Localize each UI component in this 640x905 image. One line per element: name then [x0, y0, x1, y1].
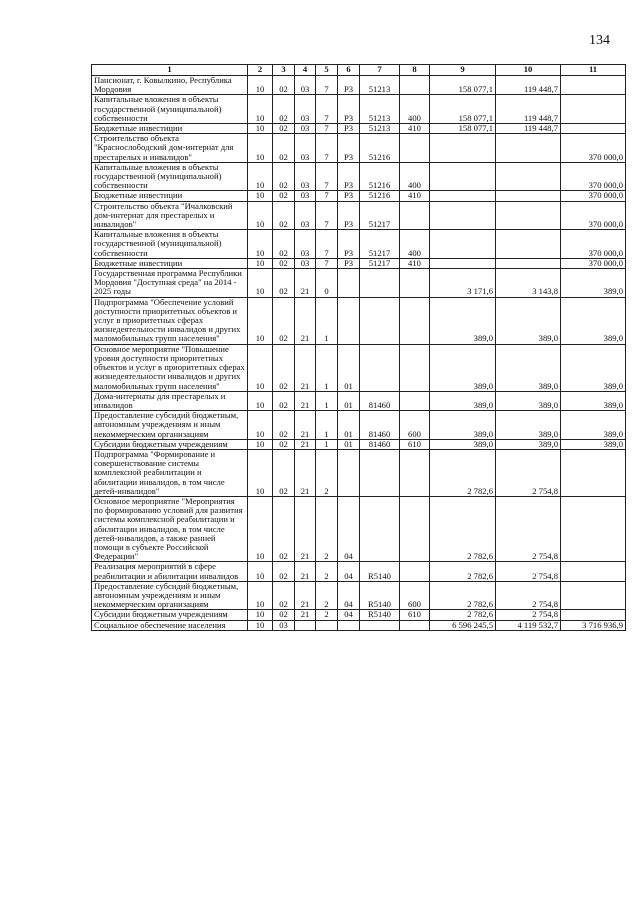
amount-col9-cell: 389,0 [430, 344, 496, 391]
expense-type-cell: 610 [400, 439, 430, 449]
activity-code-cell [338, 449, 360, 496]
subsection-code-cell: 02 [273, 76, 295, 95]
amount-col10-cell: 389,0 [496, 297, 561, 344]
subsection-code-cell: 02 [273, 496, 295, 561]
activity-code-cell: Р3 [338, 134, 360, 163]
direction-code-cell: 51216 [360, 162, 400, 191]
subprogram-code-cell: 7 [316, 124, 338, 134]
amount-col10-cell: 2 754,8 [496, 562, 561, 581]
section-code-cell: 10 [248, 269, 273, 298]
amount-col10-cell: 389,0 [496, 439, 561, 449]
section-code-cell: 10 [248, 134, 273, 163]
amount-col9-cell: 2 782,6 [430, 496, 496, 561]
amount-col9-cell: 3 171,6 [430, 269, 496, 298]
row-name-cell: Пансионат, г. Ковылкино, Республика Мордовия [92, 76, 248, 95]
section-code-cell: 10 [248, 297, 273, 344]
row-name-cell: Дома-интернаты для престарелых и инвалидов [92, 391, 248, 410]
amount-col11-cell: 389,0 [561, 411, 626, 440]
program-code-cell: 21 [295, 411, 316, 440]
program-code-cell: 21 [295, 562, 316, 581]
program-code-cell: 03 [295, 230, 316, 259]
direction-code-cell: 81460 [360, 439, 400, 449]
program-code-cell: 21 [295, 391, 316, 410]
amount-col10-cell: 389,0 [496, 344, 561, 391]
subsection-code-cell: 02 [273, 411, 295, 440]
program-code-cell: 03 [295, 95, 316, 124]
amount-col9-cell: 158 077,1 [430, 95, 496, 124]
expense-type-cell [400, 201, 430, 230]
expense-type-cell [400, 562, 430, 581]
row-name-cell: Бюджетные инвестиции [92, 258, 248, 268]
column-header: 11 [561, 65, 626, 76]
table-row [92, 496, 626, 561]
direction-code-cell: R5140 [360, 610, 400, 620]
amount-col11-cell: 389,0 [561, 297, 626, 344]
activity-code-cell: Р3 [338, 124, 360, 134]
amount-col9-cell [430, 230, 496, 259]
section-code-cell: 10 [248, 230, 273, 259]
amount-col9-cell: 389,0 [430, 391, 496, 410]
table-row [92, 439, 626, 449]
amount-col11-cell [561, 95, 626, 124]
activity-code-cell [338, 620, 360, 630]
amount-col9-cell: 2 782,6 [430, 610, 496, 620]
expense-type-cell: 600 [400, 411, 430, 440]
amount-col9-cell: 389,0 [430, 411, 496, 440]
section-code-cell: 10 [248, 191, 273, 201]
table-row [92, 610, 626, 620]
column-header: 1 [92, 65, 248, 76]
amount-col9-cell [430, 134, 496, 163]
amount-col10-cell: 2 754,8 [496, 496, 561, 561]
activity-code-cell: 01 [338, 439, 360, 449]
budget-table [91, 64, 626, 631]
row-name-cell: Строительство объекта "Краснослободский дом-интернат для престарелых и инвалидов" [92, 134, 248, 163]
program-code-cell: 21 [295, 344, 316, 391]
section-code-cell: 10 [248, 581, 273, 610]
table-header-row [92, 65, 626, 76]
subsection-code-cell: 02 [273, 449, 295, 496]
direction-code-cell: 51213 [360, 95, 400, 124]
section-code-cell: 10 [248, 449, 273, 496]
amount-col11-cell: 389,0 [561, 269, 626, 298]
subsection-code-cell: 02 [273, 581, 295, 610]
table-row [92, 230, 626, 259]
amount-col11-cell: 3 716 936,9 [561, 620, 626, 630]
direction-code-cell: 51217 [360, 230, 400, 259]
program-code-cell: 03 [295, 124, 316, 134]
amount-col10-cell [496, 230, 561, 259]
column-header: 5 [316, 65, 338, 76]
table-row [92, 162, 626, 191]
section-code-cell: 10 [248, 496, 273, 561]
section-code-cell: 10 [248, 201, 273, 230]
amount-col11-cell: 370 000,0 [561, 162, 626, 191]
amount-col10-cell: 2 754,8 [496, 449, 561, 496]
table-row [92, 191, 626, 201]
amount-col11-cell: 389,0 [561, 391, 626, 410]
subsection-code-cell: 02 [273, 391, 295, 410]
subprogram-code-cell: 7 [316, 191, 338, 201]
row-name-cell: Субсидии бюджетным учреждениям [92, 439, 248, 449]
amount-col11-cell [561, 76, 626, 95]
direction-code-cell [360, 449, 400, 496]
activity-code-cell [338, 269, 360, 298]
program-code-cell: 21 [295, 439, 316, 449]
row-name-cell: Предоставление субсидий бюджетным, автономным учреждениям и иным некоммерческим организациям [92, 581, 248, 610]
subprogram-code-cell: 7 [316, 230, 338, 259]
expense-type-cell: 410 [400, 258, 430, 268]
amount-col10-cell [496, 258, 561, 268]
direction-code-cell: 51216 [360, 134, 400, 163]
amount-col11-cell: 370 000,0 [561, 258, 626, 268]
amount-col9-cell: 2 782,6 [430, 449, 496, 496]
amount-col10-cell [496, 191, 561, 201]
amount-col11-cell [561, 581, 626, 610]
direction-code-cell [360, 620, 400, 630]
table-row [92, 95, 626, 124]
direction-code-cell: 51213 [360, 76, 400, 95]
row-name-cell: Капитальные вложения в объекты государственной (муниципальной) собственности [92, 95, 248, 124]
subprogram-code-cell: 7 [316, 134, 338, 163]
subsection-code-cell: 02 [273, 230, 295, 259]
section-code-cell: 10 [248, 124, 273, 134]
subprogram-code-cell: 0 [316, 269, 338, 298]
subsection-code-cell: 02 [273, 258, 295, 268]
subsection-code-cell: 02 [273, 191, 295, 201]
subprogram-code-cell [316, 620, 338, 630]
section-code-cell: 10 [248, 439, 273, 449]
amount-col11-cell: 370 000,0 [561, 134, 626, 163]
expense-type-cell: 610 [400, 610, 430, 620]
activity-code-cell: 01 [338, 411, 360, 440]
amount-col10-cell [496, 201, 561, 230]
row-name-cell: Реализация мероприятий в сфере реабилитации и абилитации инвалидов [92, 562, 248, 581]
direction-code-cell: 81460 [360, 391, 400, 410]
section-code-cell: 10 [248, 411, 273, 440]
row-name-cell: Бюджетные инвестиции [92, 191, 248, 201]
table-row [92, 449, 626, 496]
subprogram-code-cell: 1 [316, 344, 338, 391]
amount-col10-cell: 119 448,7 [496, 76, 561, 95]
row-name-cell: Подпрограмма "Формирование и совершенствование системы комплексной реабилитации и абилитации инвалидов, в том числе детей-инвалидов" [92, 449, 248, 496]
subprogram-code-cell: 1 [316, 439, 338, 449]
table-row [92, 620, 626, 630]
expense-type-cell [400, 391, 430, 410]
program-code-cell: 21 [295, 297, 316, 344]
subprogram-code-cell: 2 [316, 496, 338, 561]
amount-col9-cell [430, 258, 496, 268]
expense-type-cell [400, 297, 430, 344]
table-row [92, 269, 626, 298]
row-name-cell: Государственная программа Республики Мордовия "Доступная среда" на 2014 - 2025 годы [92, 269, 248, 298]
column-header: 7 [360, 65, 400, 76]
amount-col10-cell: 2 754,8 [496, 610, 561, 620]
amount-col11-cell [561, 449, 626, 496]
row-name-cell: Капитальные вложения в объекты государственной (муниципальной) собственности [92, 162, 248, 191]
amount-col10-cell [496, 134, 561, 163]
subsection-code-cell: 02 [273, 124, 295, 134]
program-code-cell: 03 [295, 134, 316, 163]
expense-type-cell: 400 [400, 95, 430, 124]
section-code-cell: 10 [248, 610, 273, 620]
amount-col10-cell [496, 162, 561, 191]
program-code-cell: 21 [295, 581, 316, 610]
column-header: 2 [248, 65, 273, 76]
row-name-cell: Бюджетные инвестиции [92, 124, 248, 134]
subsection-code-cell: 03 [273, 620, 295, 630]
program-code-cell: 03 [295, 258, 316, 268]
amount-col11-cell: 389,0 [561, 344, 626, 391]
subsection-code-cell: 02 [273, 134, 295, 163]
amount-col9-cell: 6 596 245,5 [430, 620, 496, 630]
amount-col11-cell: 370 000,0 [561, 230, 626, 259]
table-row [92, 258, 626, 268]
subprogram-code-cell: 1 [316, 297, 338, 344]
expense-type-cell: 400 [400, 162, 430, 191]
activity-code-cell: Р3 [338, 162, 360, 191]
subprogram-code-cell: 2 [316, 581, 338, 610]
amount-col9-cell: 2 782,6 [430, 581, 496, 610]
table-row [92, 76, 626, 95]
amount-col10-cell: 389,0 [496, 411, 561, 440]
row-name-cell: Подпрограмма "Обеспечение условий доступности приоритетных объектов и услуг в приоритетных сферах жизнедеятельности инвалидов и других маломобильных групп населения" [92, 297, 248, 344]
table-row [92, 391, 626, 410]
expense-type-cell: 410 [400, 124, 430, 134]
activity-code-cell: 04 [338, 610, 360, 620]
amount-col10-cell: 3 143,8 [496, 269, 561, 298]
subprogram-code-cell: 1 [316, 391, 338, 410]
subsection-code-cell: 02 [273, 162, 295, 191]
activity-code-cell [338, 297, 360, 344]
amount-col11-cell: 370 000,0 [561, 191, 626, 201]
direction-code-cell: 51213 [360, 124, 400, 134]
column-header: 9 [430, 65, 496, 76]
subprogram-code-cell: 7 [316, 258, 338, 268]
subprogram-code-cell: 2 [316, 449, 338, 496]
table-row [92, 581, 626, 610]
amount-col11-cell [561, 562, 626, 581]
column-header: 8 [400, 65, 430, 76]
expense-type-cell: 410 [400, 191, 430, 201]
activity-code-cell: 01 [338, 344, 360, 391]
section-code-cell: 10 [248, 258, 273, 268]
section-code-cell: 10 [248, 95, 273, 124]
amount-col10-cell: 389,0 [496, 391, 561, 410]
table-row [92, 124, 626, 134]
row-name-cell: Субсидии бюджетным учреждениям [92, 610, 248, 620]
direction-code-cell: 51217 [360, 258, 400, 268]
program-code-cell: 03 [295, 76, 316, 95]
row-name-cell: Социальное обеспечение населения [92, 620, 248, 630]
table-row [92, 344, 626, 391]
subprogram-code-cell: 7 [316, 95, 338, 124]
activity-code-cell: 01 [338, 391, 360, 410]
row-name-cell: Основное мероприятие "Мероприятия по формированию условий для развития системы комплексной реабилитации и абилитации инвалидов, в том числе детей-инвалидов, а также ранней помощи в субъекте Российской Федерации" [92, 496, 248, 561]
subprogram-code-cell: 1 [316, 411, 338, 440]
direction-code-cell [360, 344, 400, 391]
table-row [92, 562, 626, 581]
subprogram-code-cell: 2 [316, 562, 338, 581]
amount-col9-cell: 158 077,1 [430, 124, 496, 134]
amount-col9-cell [430, 162, 496, 191]
activity-code-cell: 04 [338, 581, 360, 610]
amount-col9-cell [430, 201, 496, 230]
section-code-cell: 10 [248, 620, 273, 630]
amount-col11-cell [561, 610, 626, 620]
activity-code-cell: Р3 [338, 76, 360, 95]
column-header: 6 [338, 65, 360, 76]
amount-col9-cell: 158 077,1 [430, 76, 496, 95]
subprogram-code-cell: 7 [316, 201, 338, 230]
program-code-cell: 21 [295, 496, 316, 561]
program-code-cell: 03 [295, 201, 316, 230]
activity-code-cell: Р3 [338, 95, 360, 124]
activity-code-cell: Р3 [338, 230, 360, 259]
table-body [92, 76, 626, 631]
subsection-code-cell: 02 [273, 269, 295, 298]
subprogram-code-cell: 7 [316, 76, 338, 95]
row-name-cell: Основное мероприятие "Повышение уровня доступности приоритетных объектов и услуг в приоритетных сферах жизнедеятельности инвалидов и других маломобильных групп населения" [92, 344, 248, 391]
amount-col11-cell: 370 000,0 [561, 201, 626, 230]
expense-type-cell: 400 [400, 230, 430, 259]
row-name-cell: Предоставление субсидий бюджетным, автономным учреждениям и иным некоммерческим организациям [92, 411, 248, 440]
table-row [92, 411, 626, 440]
subsection-code-cell: 02 [273, 201, 295, 230]
expense-type-cell [400, 620, 430, 630]
activity-code-cell: Р3 [338, 258, 360, 268]
amount-col10-cell: 119 448,7 [496, 95, 561, 124]
expense-type-cell [400, 449, 430, 496]
subsection-code-cell: 02 [273, 95, 295, 124]
section-code-cell: 10 [248, 344, 273, 391]
direction-code-cell [360, 496, 400, 561]
direction-code-cell: 81460 [360, 411, 400, 440]
subsection-code-cell: 02 [273, 439, 295, 449]
expense-type-cell [400, 134, 430, 163]
amount-col9-cell [430, 191, 496, 201]
expense-type-cell [400, 76, 430, 95]
subprogram-code-cell: 2 [316, 610, 338, 620]
column-header: 3 [273, 65, 295, 76]
table-row [92, 201, 626, 230]
page-number: 134 [589, 33, 610, 48]
table-row [92, 297, 626, 344]
direction-code-cell: R5140 [360, 581, 400, 610]
row-name-cell: Капитальные вложения в объекты государственной (муниципальной) собственности [92, 230, 248, 259]
amount-col11-cell: 389,0 [561, 439, 626, 449]
activity-code-cell: Р3 [338, 191, 360, 201]
program-code-cell: 03 [295, 162, 316, 191]
activity-code-cell: 04 [338, 562, 360, 581]
activity-code-cell: Р3 [338, 201, 360, 230]
section-code-cell: 10 [248, 162, 273, 191]
program-code-cell: 03 [295, 191, 316, 201]
amount-col9-cell: 389,0 [430, 439, 496, 449]
subsection-code-cell: 02 [273, 344, 295, 391]
expense-type-cell: 600 [400, 581, 430, 610]
subsection-code-cell: 02 [273, 610, 295, 620]
amount-col9-cell: 2 782,6 [430, 562, 496, 581]
expense-type-cell [400, 344, 430, 391]
direction-code-cell [360, 269, 400, 298]
direction-code-cell: 51217 [360, 201, 400, 230]
subprogram-code-cell: 7 [316, 162, 338, 191]
section-code-cell: 10 [248, 76, 273, 95]
row-name-cell: Строительство объекта "Ичалковский дом-интернат для престарелых и инвалидов" [92, 201, 248, 230]
column-header: 10 [496, 65, 561, 76]
amount-col10-cell: 4 119 532,7 [496, 620, 561, 630]
amount-col11-cell [561, 496, 626, 561]
amount-col9-cell: 389,0 [430, 297, 496, 344]
section-code-cell: 10 [248, 562, 273, 581]
expense-type-cell [400, 269, 430, 298]
amount-col10-cell: 2 754,8 [496, 581, 561, 610]
column-header: 4 [295, 65, 316, 76]
amount-col11-cell [561, 124, 626, 134]
direction-code-cell: 51216 [360, 191, 400, 201]
section-code-cell: 10 [248, 391, 273, 410]
activity-code-cell: 04 [338, 496, 360, 561]
subsection-code-cell: 02 [273, 297, 295, 344]
direction-code-cell: R5140 [360, 562, 400, 581]
expense-type-cell [400, 496, 430, 561]
direction-code-cell [360, 297, 400, 344]
program-code-cell: 21 [295, 269, 316, 298]
subsection-code-cell: 02 [273, 562, 295, 581]
program-code-cell [295, 620, 316, 630]
program-code-cell: 21 [295, 449, 316, 496]
table-row [92, 134, 626, 163]
amount-col10-cell: 119 448,7 [496, 124, 561, 134]
program-code-cell: 21 [295, 610, 316, 620]
